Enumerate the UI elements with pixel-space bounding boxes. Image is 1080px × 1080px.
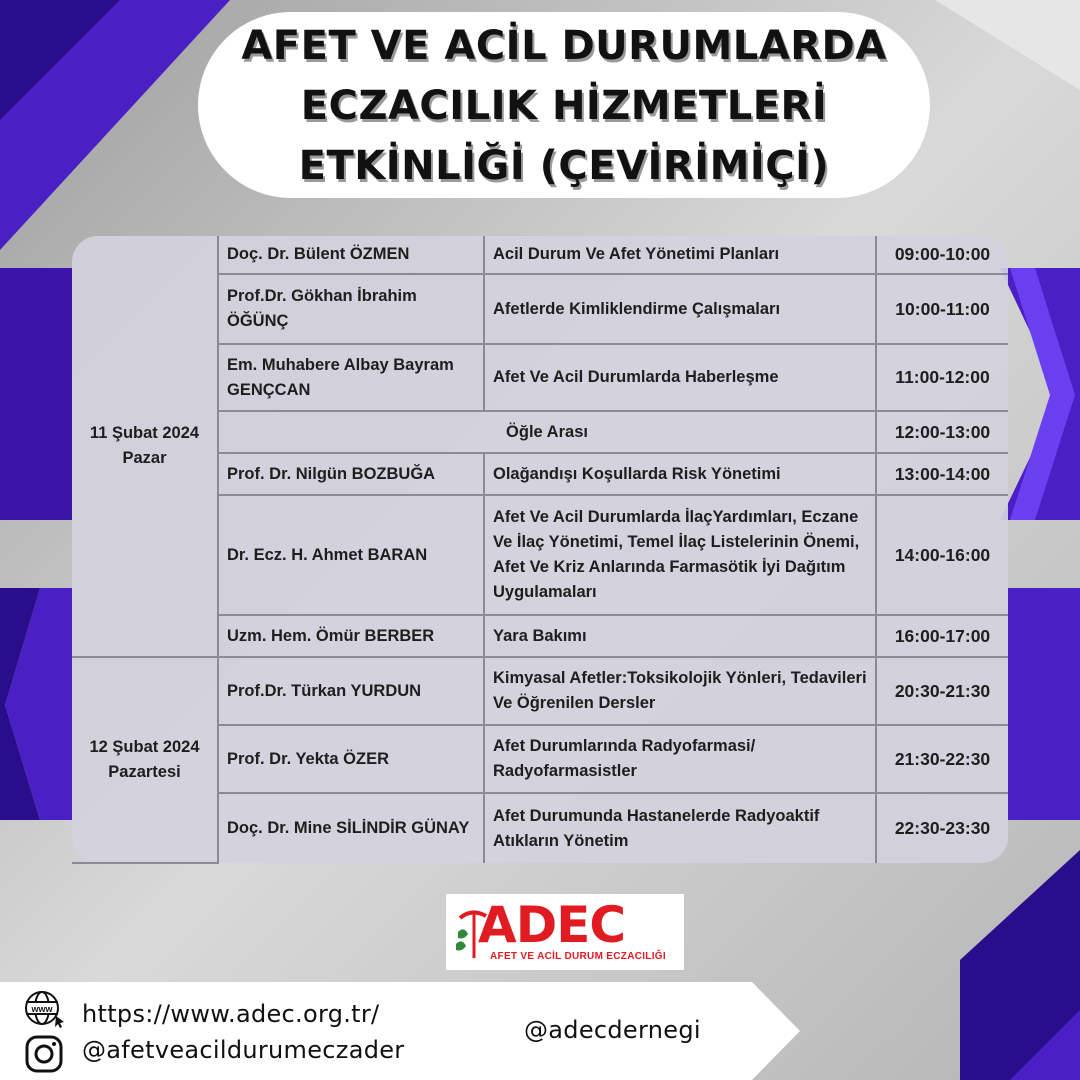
time-cell: 12:00-13:00 <box>876 411 1008 453</box>
time-cell: 14:00-16:00 <box>876 495 1008 615</box>
page-title <box>198 16 930 196</box>
schedule-table <box>72 236 1008 864</box>
table-row <box>72 657 1008 725</box>
logo-subtitle: AFET VE ACİL DURUM ECZACILIĞI <box>490 951 666 962</box>
twitter-handle[interactable]: @adecdernegi <box>524 1016 701 1044</box>
lunch-break-cell: Öğle Arası <box>218 411 876 453</box>
website-link[interactable]: https://www.adec.org.tr/ <box>82 1000 380 1028</box>
time-cell: 21:30-22:30 <box>876 725 1008 793</box>
day-weekday: Pazartesi <box>108 763 181 781</box>
speaker-cell: Prof.Dr. Gökhan İbrahim ÖĞÜNÇ <box>218 274 484 344</box>
speaker-cell: Prof. Dr. Yekta ÖZER <box>218 725 484 793</box>
day-cell <box>72 236 218 657</box>
instagram-icon <box>24 1034 64 1074</box>
speaker-cell: Prof. Dr. Nilgün BOZBUĞA <box>218 453 484 495</box>
time-cell: 10:00-11:00 <box>876 274 1008 344</box>
www-label: www <box>31 1004 53 1014</box>
day-cell <box>72 657 218 863</box>
time-cell: 22:30-23:30 <box>876 793 1008 863</box>
topic-cell: Afet Durumunda Hastanelerde Radyoaktif Atıkların Yönetim <box>484 793 876 863</box>
speaker-cell: Prof.Dr. Türkan YURDUN <box>218 657 484 725</box>
title-line-3: ETKİNLİĞİ (ÇEVİRİMİÇİ) <box>298 143 830 189</box>
topic-cell: Afet Ve Acil Durumlarda Haberleşme <box>484 344 876 411</box>
speaker-cell: Em. Muhabere Albay Bayram GENÇCAN <box>218 344 484 411</box>
instagram-handle[interactable]: @afetveacildurumeczader <box>82 1036 405 1064</box>
speaker-cell: Dr. Ecz. H. Ahmet BARAN <box>218 495 484 615</box>
speaker-cell: Doç. Dr. Mine SİLİNDİR GÜNAY <box>218 793 484 863</box>
topic-cell: Afetlerde Kimliklendirme Çalışmaları <box>484 274 876 344</box>
time-cell: 20:30-21:30 <box>876 657 1008 725</box>
time-cell: 09:00-10:00 <box>876 236 1008 274</box>
title-line-2: ECZACILIK HİZMETLERİ <box>300 83 828 129</box>
title-line-1: AFET VE ACİL DURUMLARDA <box>241 23 887 69</box>
speaker-cell: Uzm. Hem. Ömür BERBER <box>218 615 484 657</box>
topic-cell: Kimyasal Afetler:Toksikolojik Yönleri, Tedavileri Ve Öğrenilen Dersler <box>484 657 876 725</box>
time-cell: 11:00-12:00 <box>876 344 1008 411</box>
day-weekday: Pazar <box>122 449 167 467</box>
table-row <box>72 236 1008 274</box>
topic-cell: Afet Ve Acil Durumlarda İlaçYardımları, Eczane Ve İlaç Yönetimi, Temel İlaç Listelerinin Önemi, Afet Ve Kriz Anlarında Farmasötik İyi Dağıtım Uygulamaları <box>484 495 876 615</box>
topic-cell: Yara Bakımı <box>484 615 876 657</box>
topic-cell: Olağandışı Koşullarda Risk Yönetimi <box>484 453 876 495</box>
topic-cell: Acil Durum Ve Afet Yönetimi Planları <box>484 236 876 274</box>
time-cell: 13:00-14:00 <box>876 453 1008 495</box>
topic-cell: Afet Durumlarında Radyofarmasi/ Radyofarmasistler <box>484 725 876 793</box>
logo-name: ADEC <box>478 896 626 954</box>
day-date: 12 Şubat 2024 <box>89 738 200 756</box>
speaker-cell: Doç. Dr. Bülent ÖZMEN <box>218 236 484 274</box>
globe-www-icon <box>22 990 66 1030</box>
day-date: 11 Şubat 2024 <box>89 424 200 442</box>
time-cell: 16:00-17:00 <box>876 615 1008 657</box>
